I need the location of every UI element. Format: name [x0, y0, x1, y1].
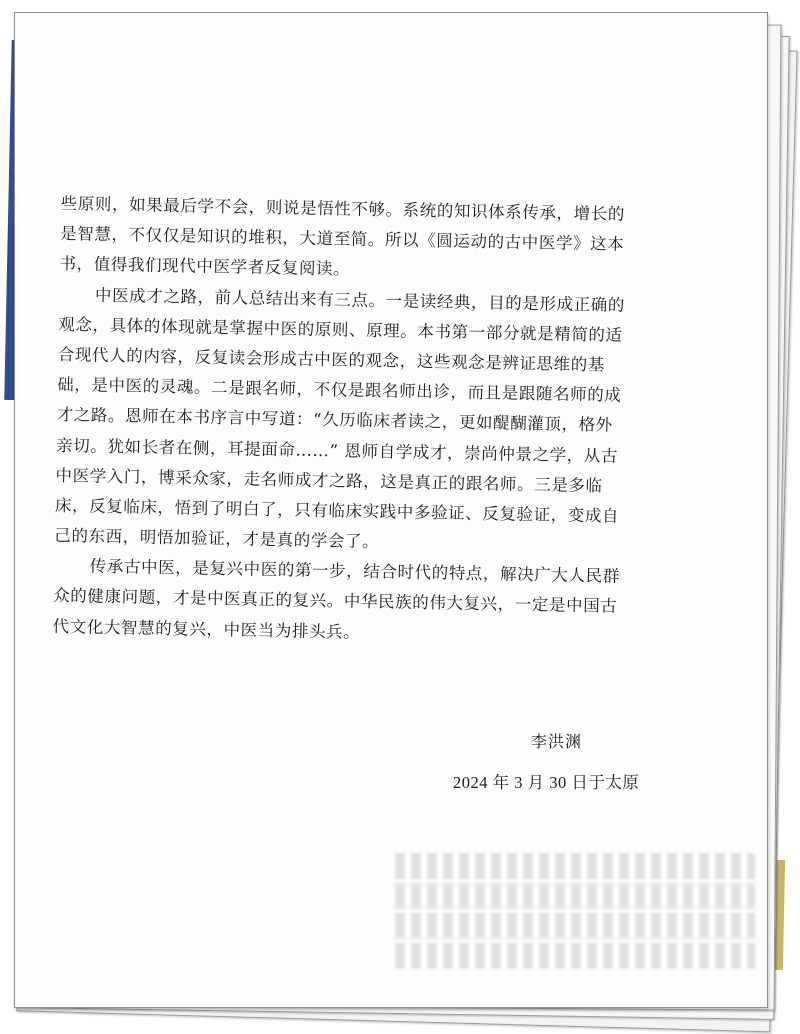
document-page	[14, 12, 768, 1008]
text-line: 亲切。犹如长者在侧，耳提面命……” 恩师自学成才，崇尚仲景之学，从古	[55, 435, 619, 466]
text-line: 书，值得我们现代中医学者反复阅读。	[59, 254, 351, 279]
text-line: 己的东西，明悟加验证，才是真的学会了。	[54, 526, 380, 552]
paragraph-start-line: 传承古中医，是复兴中医的第一步，结合时代的特点，解决广大人民群	[89, 556, 620, 587]
date-place: 2024 年 3 月 30 日于太原	[453, 773, 640, 792]
text-line: 些原则，如果最后学不会，则说是悟性不够。系统的知识体系传承，增长的	[60, 193, 626, 224]
text-line: 观念，具体的体现就是掌握中医的原则、原理。本书第一部分就是精简的适	[58, 314, 623, 345]
text-line: 合现代人的内容，反复读会形成古中医的观念，这些观念是辨证思维的基	[57, 344, 606, 375]
body-text	[52, 189, 711, 654]
text-line: 床，反复临床，悟到了明白了，只有临床实践中多验证、反复验证，变成自	[54, 495, 620, 526]
text-line: 是智慧，不仅仅是知识的堆积，大道至简。所以《圆运动的古中医学》这本	[59, 224, 625, 255]
text-line: 众的健康问题，才是中医真正的复兴。中华民族的伟大复兴，一定是中国古	[53, 586, 618, 617]
text-line: 代文化大智慧的复兴，中医当为排头兵。	[52, 616, 361, 642]
text-line: 中医学入门，博采众家，走名师成才之路，这是真正的跟名师。三是多临	[55, 465, 603, 496]
paragraph-start-line: 中医成才之路，前人总结出来有三点。一是读经典，目的是形成正确的	[94, 285, 626, 315]
author-signature: 李洪渊	[531, 732, 583, 751]
text-line: 才之路。恩师在本书序言中写道：“久历临床者读之，更如醍醐灌顶，格外	[56, 405, 613, 435]
text-line: 础，是中医的灵魂。二是跟名师，不仅是跟名师出诊，而且是跟随名师的成	[57, 375, 622, 405]
show-through-texture	[395, 853, 755, 993]
